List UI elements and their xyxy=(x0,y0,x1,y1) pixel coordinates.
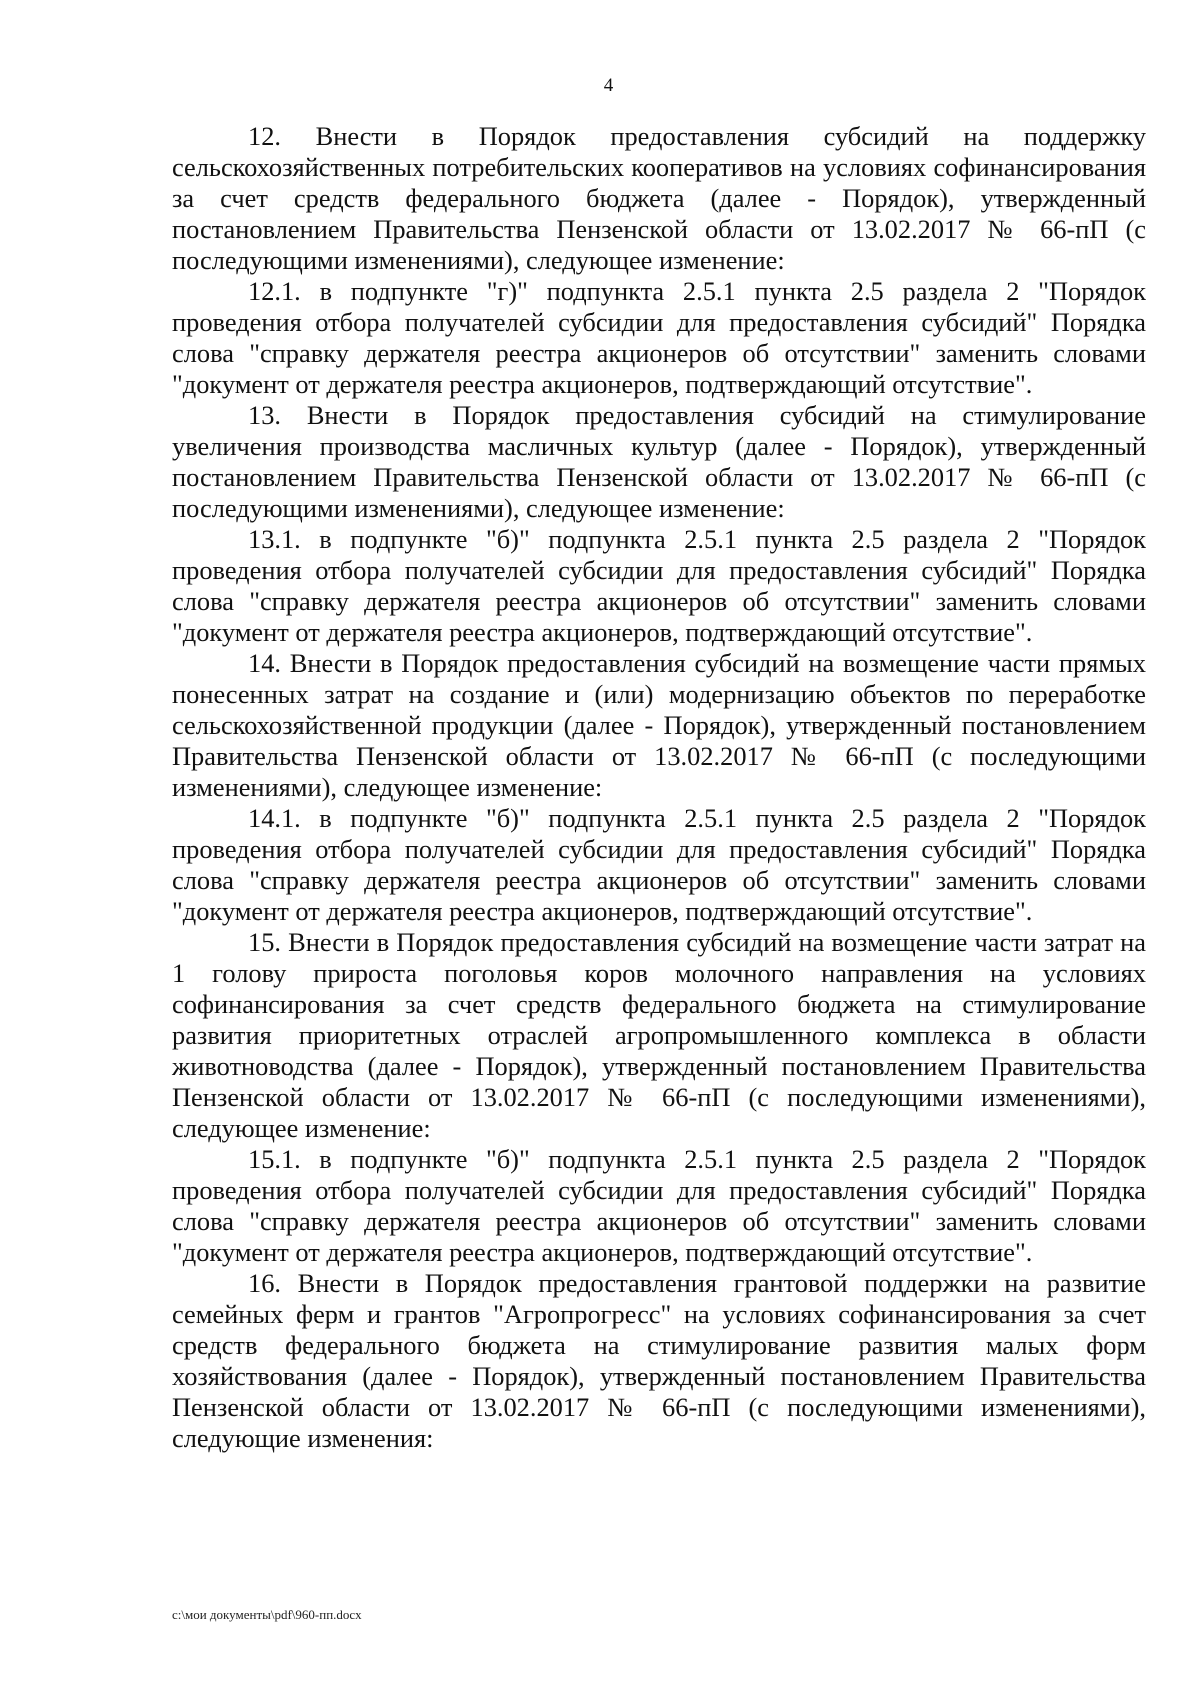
paragraph-12: 12. Внести в Порядок предоставления субсидий на поддержку сельскохозяйственных потребительских кооперативов на условиях софинансирования за счет средств федерального бюджета (далее - Порядок), утвержденный постановлением Правительства Пензенской области от 13.02.2017 № 66-пП (с последующими изменениями), следующее изменение: xyxy=(172,121,1146,275)
paragraph-12-1: 12.1. в подпункте "г)" подпункта 2.5.1 пункта 2.5 раздела 2 "Порядок проведения отбора получателей субсидии для предоставления субсидий" Порядка слова "справку держателя реестра акционеров об отсутствии" заменить словами "документ от держателя реестра акционеров, подтверждающий отсутствие". xyxy=(172,276,1146,399)
paragraph-14: 14. Внести в Порядок предоставления субсидий на возмещение части прямых понесенных затрат на создание и (или) модернизацию объектов по переработке сельскохозяйственной продукции (далее - Порядок), утвержденный постановлением Правительства Пензенской области от 13.02.2017 № 66-пП (с последующими изменениями), следующее изменение: xyxy=(172,648,1146,802)
paragraph-15-1: 15.1. в подпункте "б)" подпункта 2.5.1 пункта 2.5 раздела 2 "Порядок проведения отбора получателей субсидии для предоставления субсидий" Порядка слова "справку держателя реестра акционеров об отсутствии" заменить словами "документ от держателя реестра акционеров, подтверждающий отсутствие". xyxy=(172,1144,1146,1267)
paragraph-13: 13. Внести в Порядок предоставления субсидий на стимулирование увеличения производства масличных культур (далее - Порядок), утвержденный постановлением Правительства Пензенской области от 13.02.2017 № 66-пП (с последующими изменениями), следующее изменение: xyxy=(172,400,1146,523)
document-body xyxy=(172,121,1146,1454)
paragraph-14-1: 14.1. в подпункте "б)" подпункта 2.5.1 пункта 2.5 раздела 2 "Порядок проведения отбора получателей субсидии для предоставления субсидий" Порядка слова "справку держателя реестра акционеров об отсутствии" заменить словами "документ от держателя реестра акционеров, подтверждающий отсутствие". xyxy=(172,803,1146,926)
paragraph-15: 15. Внести в Порядок предоставления субсидий на возмещение части затрат на 1 голову прироста поголовья коров молочного направления на условиях софинансирования за счет средств федерального бюджета на стимулирование развития приоритетных отраслей агропромышленного комплекса в области животноводства (далее - Порядок), утвержденный постановлением Правительства Пензенской области от 13.02.2017 № 66-пП (с последующими изменениями), следующее изменение: xyxy=(172,927,1146,1143)
page-number: 4 xyxy=(603,75,614,96)
footer-file-path: с:\мои документы\pdf\960-пп.docx xyxy=(172,1607,362,1622)
paragraph-13-1: 13.1. в подпункте "б)" подпункта 2.5.1 пункта 2.5 раздела 2 "Порядок проведения отбора получателей субсидии для предоставления субсидий" Порядка слова "справку держателя реестра акционеров об отсутствии" заменить словами "документ от держателя реестра акционеров, подтверждающий отсутствие". xyxy=(172,524,1146,647)
paragraph-16: 16. Внести в Порядок предоставления грантовой поддержки на развитие семейных ферм и грантов "Агропрогресс" на условиях софинансирования за счет средств федерального бюджета на стимулирование развития малых форм хозяйствования (далее - Порядок), утвержденный постановлением Правительства Пензенской области от 13.02.2017 № 66-пП (с последующими изменениями), следующие изменения: xyxy=(172,1268,1146,1453)
